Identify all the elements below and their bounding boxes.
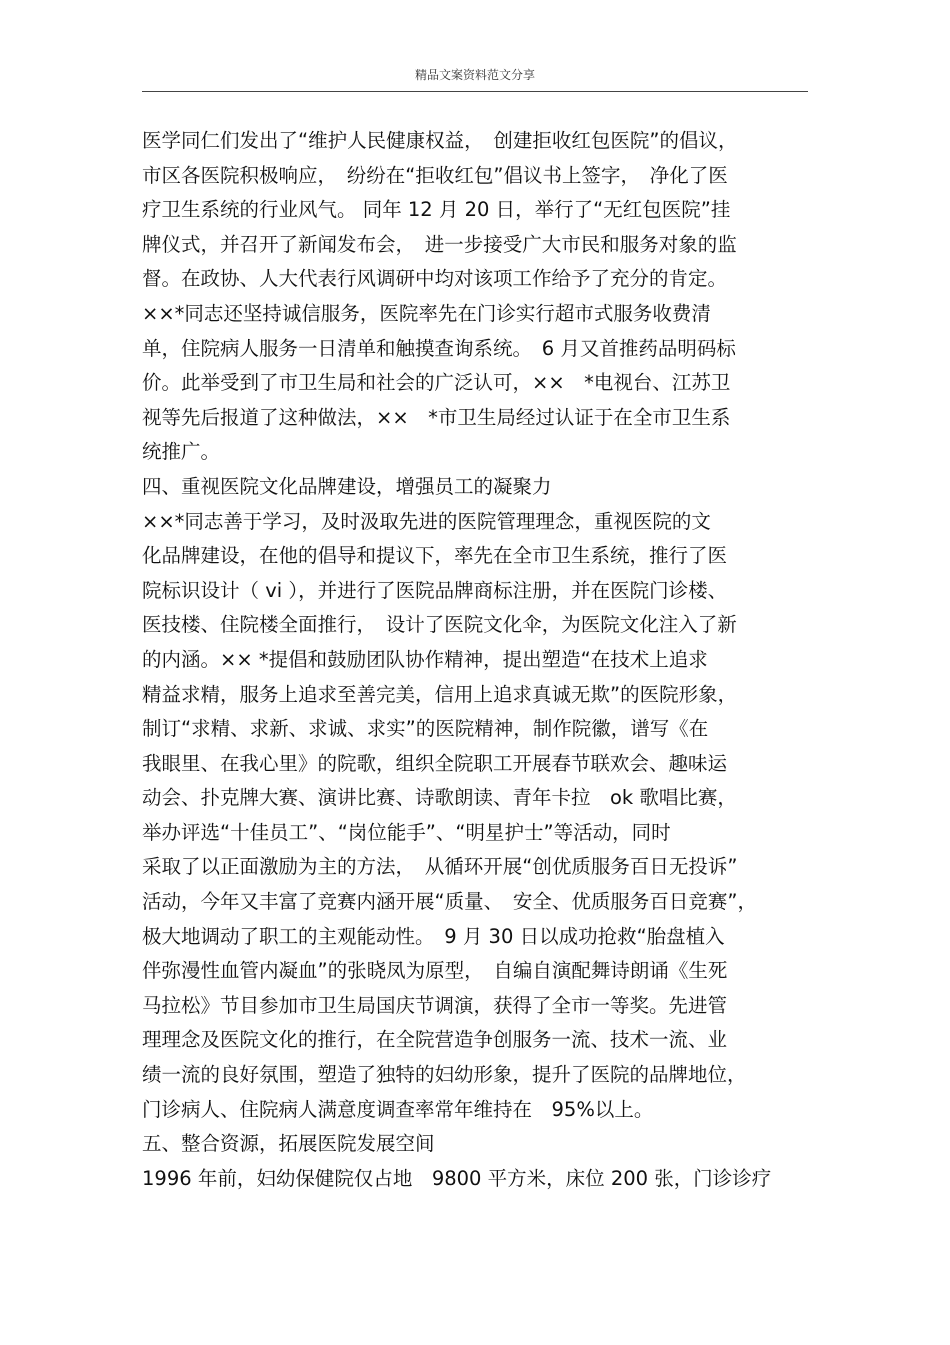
text-line: 动会、扑克牌大赛、演讲比赛、诗歌朗读、青年卡拉 ok 歌唱比赛， [142, 786, 737, 810]
text-line: 牌仪式，并召开了新闻发布会， 进一步接受广大市民和服务对象的监 [142, 232, 737, 256]
text-line: 门诊病人、住院病人满意度调查率常年维持在 95%以上。 [142, 1097, 654, 1121]
text-line: ××*同志还坚持诚信服务，医院率先在门诊实行超市式服务收费清 [142, 301, 711, 325]
text-line: 我眼里、在我心里》的院歌，组织全院职工开展春节联欢会、趣味运 [142, 751, 728, 775]
page-header: 精品文案资料范文分享 [414, 68, 535, 82]
text-line: 绩一流的良好氛围，塑造了独特的妇幼形象，提升了医院的品牌地位， [142, 1063, 747, 1087]
text-line: 督。在政协、人大代表行风调研中均对该项工作给予了充分的肯定。 [142, 267, 728, 291]
text-line: 伴弥漫性血管内凝血”的张晓凤为原型， 自编自演配舞诗朗诵《生死 [142, 959, 728, 983]
text-line: 医技楼、住院楼全面推行， 设计了医院文化伞，为医院文化注入了新 [142, 613, 737, 637]
text-line: 市区各医院积极响应， 纷纷在“拒收红包”倡议书上签字， 净化了医 [142, 163, 728, 187]
text-line: 1996 年前，妇幼保健院仅占地 9800 平方米，床位 200 张，门诊诊疗 [142, 1166, 772, 1190]
section-heading: 四、重视医院文化品牌建设，增强员工的凝聚力 [142, 474, 552, 498]
text-line: 采取了以正面激励为主的方法， 从循环开展“创优质服务百日无投诉” [142, 855, 738, 879]
text-line: 活动，今年又丰富了竞赛内涵开展“质量、 安全、优质服务百日竞赛”， [142, 890, 757, 914]
section-heading: 五、整合资源，拓展医院发展空间 [142, 1132, 435, 1156]
text-line: 单，住院病人服务一日清单和触摸查询系统。 6 月又首推药品明码标 [142, 336, 736, 360]
text-line: ××*同志善于学习，及时汲取先进的医院管理理念，重视医院的文 [142, 509, 711, 533]
text-line: 极大地调动了职工的主观能动性。 9 月 30 日以成功抢救“胎盘植入 [142, 924, 725, 948]
text-line: 统推广。 [142, 440, 221, 464]
text-line: 的内涵。×× *提倡和鼓励团队协作精神，提出塑造“在技术上追求 [142, 647, 708, 671]
text-line: 理理念及医院文化的推行，在全院营造争创服务一流、技术一流、业 [142, 1028, 728, 1052]
text-line: 医学同仁们发出了“维护人民健康权益， 创建拒收红包医院”的倡议， [142, 129, 738, 152]
text-line: 马拉松》节目参加市卫生局国庆节调演，获得了全市一等奖。先进管 [142, 993, 728, 1017]
text-line: 化品牌建设，在他的倡导和提议下，率先在全市卫生系统，推行了医 [142, 544, 728, 568]
header-divider [142, 91, 808, 92]
text-line: 疗卫生系统的行业风气。 同年 12 月 20 日，举行了“无红包医院”挂 [142, 198, 731, 222]
text-line: 制订“求精、求新、求诚、求实”的医院精神，制作院徽，谱写《在 [142, 717, 709, 741]
text-line: 精益求精，服务上追求至善完美，信用上追求真诚无欺”的医院形象， [142, 682, 738, 706]
document-body [142, 124, 822, 1196]
text-line: 视等先后报道了这种做法，×× *市卫生局经过认证于在全市卫生系 [142, 405, 731, 429]
text-line: 举办评选“十佳员工”、“岗位能手”、“明星护士”等活动，同时 [142, 820, 671, 844]
text-line: 院标识设计（ vi ），并进行了医院品牌商标注册，并在医院门诊楼、 [142, 578, 728, 602]
text-line: 价。此举受到了市卫生局和社会的广泛认可，×× *电视台、江苏卫 [142, 371, 731, 395]
